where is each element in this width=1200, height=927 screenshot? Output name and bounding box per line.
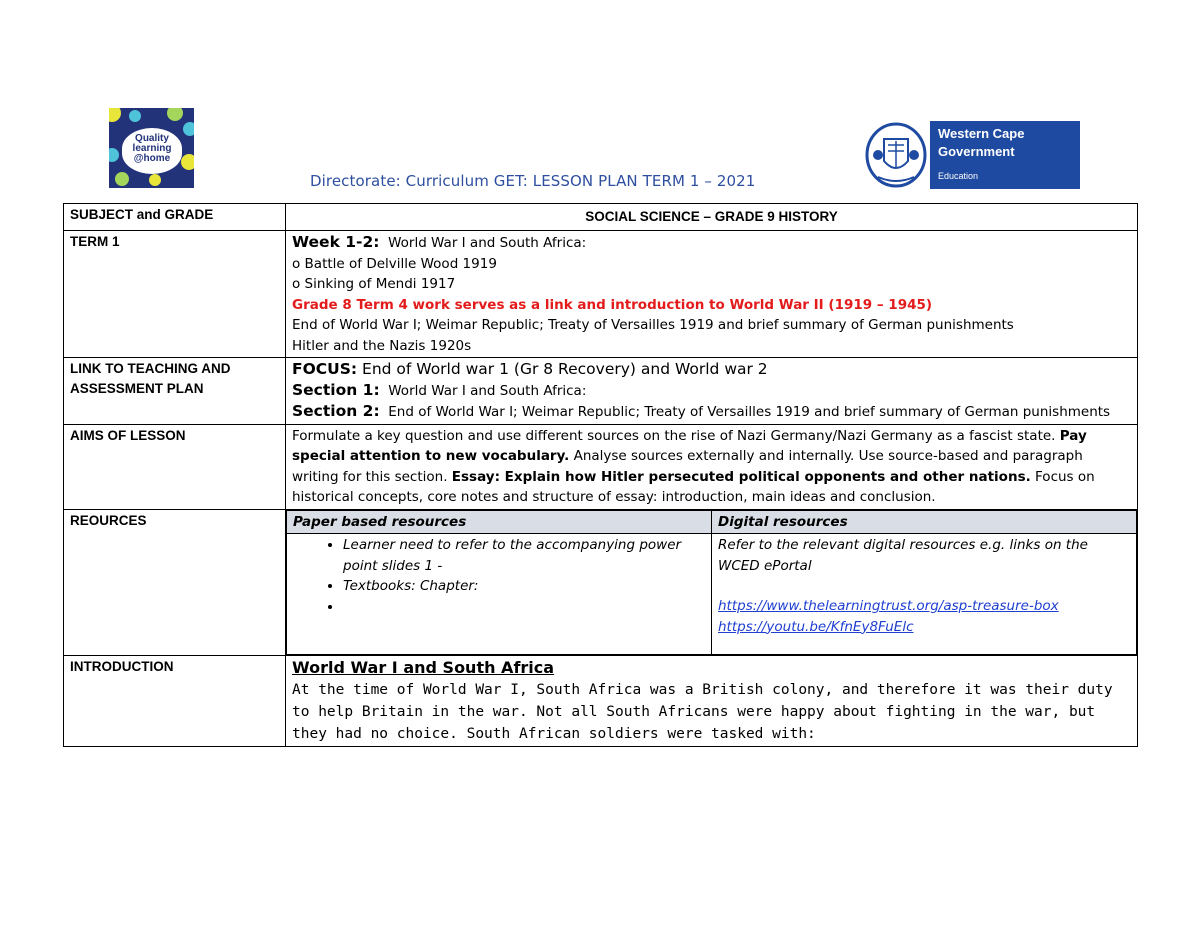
aims-bold: Essay: Explain how Hitler persecuted political opponents and other nations. [451, 468, 1031, 485]
value-resources [286, 509, 1138, 656]
term-item: o Sinking of Mendi 1917 [292, 276, 456, 292]
list-item [343, 597, 705, 618]
list-item: • Textbooks: Chapter: [343, 576, 705, 597]
row-link [64, 358, 1138, 425]
value-link [286, 358, 1138, 425]
paper-resources-list [287, 534, 712, 655]
wcg-name: Western Cape Government [938, 126, 1025, 159]
row-aims [64, 424, 1138, 509]
quality-learning-logo-text: Quality learning @home [132, 133, 172, 164]
list-item: • Learner need to refer to the accompanying power point slides 1 - [343, 535, 705, 576]
label-subject: SUBJECT and GRADE [64, 204, 286, 231]
aims-text: Formulate a key question and use different sources on the rise of Nazi Germany/Nazi Germany as a fascist state. [292, 427, 1060, 444]
week-text: World War I and South Africa: [388, 235, 587, 251]
row-subject [64, 204, 1138, 231]
section2-heading: Section 2: [292, 402, 380, 420]
resources-table [286, 510, 1137, 656]
quality-learning-logo [109, 108, 194, 188]
term-line-a: End of World War I; Weimar Republic; Treaty of Versailles 1919 and brief summary of German punishments [292, 317, 1014, 333]
label-link: LINK TO TEACHING AND ASSESSMENT PLAN [64, 358, 286, 425]
section1-text: World War I and South Africa: [388, 382, 587, 399]
value-aims [286, 424, 1138, 509]
term-item: o Battle of Delville Wood 1919 [292, 255, 497, 272]
focus-text: End of World war 1 (Gr 8 Recovery) and World war 2 [362, 360, 768, 378]
label-term: TERM 1 [64, 231, 286, 358]
label-introduction: INTRODUCTION [64, 656, 286, 747]
coat-of-arms-icon [864, 121, 928, 189]
row-introduction [64, 656, 1138, 747]
digital-resources-heading: Digital resources [712, 510, 1137, 534]
label-aims: AIMS OF LESSON [64, 424, 286, 509]
value-subject: SOCIAL SCIENCE – GRADE 9 HISTORY [286, 204, 1138, 231]
introduction-text: At the time of World War I, South Africa was a British colony, and therefore it was their duty to help Britain in the war. Not all South Africans were happy about fighting in the war, but they had no choice. South African soldiers were tasked with: [292, 682, 1113, 742]
row-resources [64, 509, 1138, 656]
week-heading: Week 1-2: [292, 233, 380, 251]
digital-resources-cell [712, 534, 1137, 655]
digital-resources-text: Refer to the relevant digital resources e.g. links on the WCED ePortal [718, 537, 1088, 574]
value-introduction [286, 656, 1138, 747]
label-resources: REOURCES [64, 509, 286, 656]
document-title: Directorate: Curriculum GET: LESSON PLAN TERM 1 – 2021 [310, 172, 756, 190]
wcg-department: Education [938, 171, 979, 181]
western-cape-government-logo [864, 121, 1080, 189]
aims-bold: Pay special attention to new vocabulary. [292, 427, 1087, 464]
youtube-link[interactable]: https://youtu.be/KfnEy8FuElc [718, 618, 914, 635]
aims-text: Analyse sources externally and internally. Use source-based and paragraph writing for this section. [292, 448, 1083, 485]
section2-text: End of World War I; Weimar Republic; Treaty of Versailles 1919 and brief summary of German punishments [388, 404, 1111, 420]
learning-trust-link[interactable]: https://www.thelearningtrust.org/asp-treasure-box [718, 598, 1059, 614]
link-note: Grade 8 Term 4 work serves as a link and introduction to World War II (1919 – 1945) [292, 296, 933, 313]
row-term [64, 231, 1138, 358]
value-term [286, 231, 1138, 358]
introduction-heading: World War I and South Africa [292, 658, 555, 677]
paper-resources-heading: Paper based resources [287, 510, 712, 534]
section1-heading: Section 1: [292, 380, 380, 399]
lesson-plan-table [63, 203, 1138, 747]
aims-text: Focus on historical concepts, core notes and structure of essay: introduction, main ideas and conclusion. [292, 468, 1095, 505]
term-line-b: Hitler and the Nazis 1920s [292, 337, 472, 354]
focus-heading: FOCUS: [292, 360, 358, 378]
